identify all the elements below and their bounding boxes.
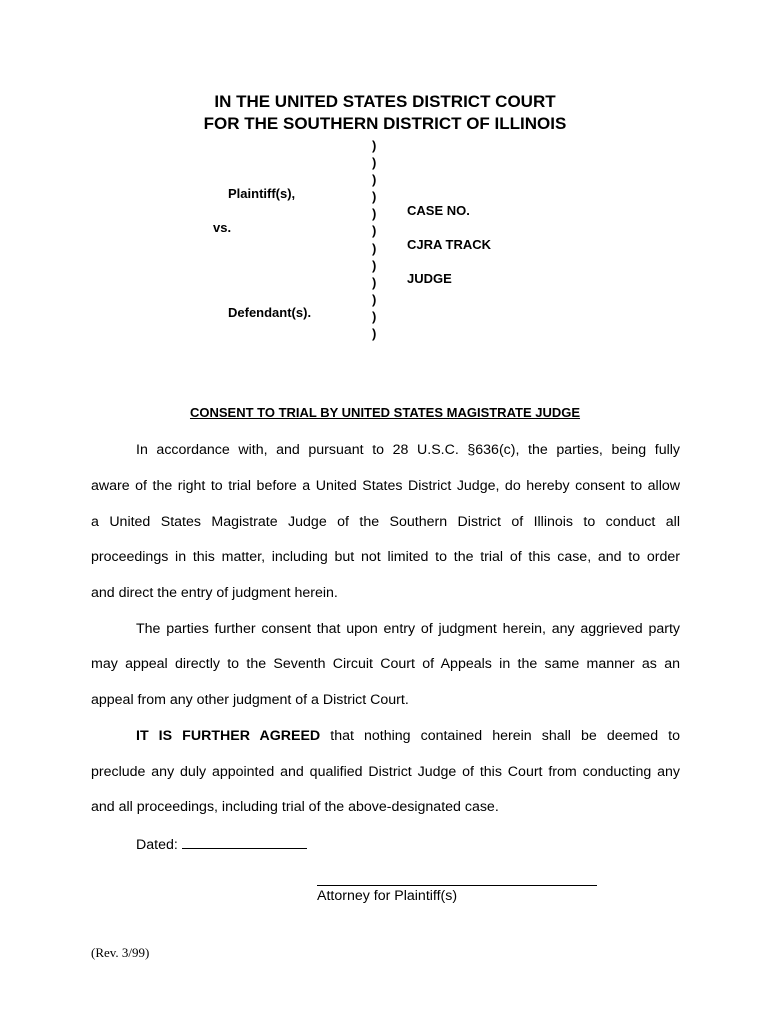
caption-paren: )	[372, 240, 377, 256]
caption-paren: )	[372, 308, 377, 324]
paragraph2-line: The parties further consent that upon entry of judgment herein, any aggrieved party	[136, 621, 680, 637]
paragraph1-line: proceedings in this matter, including but not limited to the trial of this case, and to order	[91, 549, 680, 565]
caption-paren: )	[372, 138, 377, 153]
paragraph3-line: and all proceedings, including trial of the above-designated case.	[91, 799, 499, 815]
dated-label: Dated:	[136, 837, 178, 853]
caption-paren: )	[372, 189, 377, 205]
vs-label: vs.	[213, 220, 232, 235]
caption-paren: )	[372, 291, 377, 307]
paragraph2-line: appeal from any other judgment of a District Court.	[91, 692, 409, 708]
document-title	[0, 405, 770, 420]
revision-note: (Rev. 3/99)	[91, 945, 150, 960]
dated-row	[136, 834, 680, 854]
judge-label: JUDGE	[407, 271, 452, 286]
caption-paren: )	[372, 274, 377, 290]
further-agreed-lead: IT IS FURTHER AGREED	[136, 728, 321, 744]
paragraph1-line: In accordance with, and pursuant to 28 U.S.C. §636(c), the parties, being fully	[136, 442, 680, 458]
document-title-text: CONSENT TO TRIAL BY UNITED STATES MAGISTRATE JUDGE	[189, 405, 581, 420]
caption-paren: )	[372, 257, 377, 273]
paragraph3-line1-text: that nothing contained herein shall be deemed to	[320, 728, 680, 744]
caption-divider	[372, 137, 382, 342]
caption-paren: )	[372, 155, 377, 171]
court-heading-line2: FOR THE SOUTHERN DISTRICT OF ILLINOIS	[203, 114, 567, 133]
plaintiff-label: Plaintiff(s),	[228, 186, 296, 201]
paragraph2-line: may appeal directly to the Seventh Circuit Court of Appeals in the same manner as an	[91, 656, 680, 672]
attorney-label: Attorney for Plaintiff(s)	[317, 888, 458, 904]
paragraph1-line: aware of the right to trial before a United States District Judge, do hereby consent to allow	[91, 478, 680, 494]
dated-blank-line[interactable]	[182, 834, 307, 849]
caption-paren: )	[372, 223, 377, 239]
defendant-label: Defendant(s).	[228, 305, 312, 320]
paragraph1-line: a United States Magistrate Judge of the Southern District of Illinois to conduct all	[91, 514, 680, 530]
court-heading-line1: IN THE UNITED STATES DISTRICT COURT	[214, 92, 556, 111]
paragraph1-line: and direct the entry of judgment herein.	[91, 585, 338, 601]
caption-paren: )	[372, 326, 377, 342]
paragraph3-line: preclude any duly appointed and qualified District Judge of this Court from conducting any	[91, 764, 680, 780]
caption-paren: )	[372, 206, 377, 222]
caption-paren: )	[372, 172, 377, 188]
attorney-signature-line[interactable]	[317, 885, 597, 886]
cjra-track-label: CJRA TRACK	[407, 237, 492, 252]
case-number-label: CASE NO.	[407, 203, 470, 218]
paragraph3-line	[136, 727, 680, 745]
